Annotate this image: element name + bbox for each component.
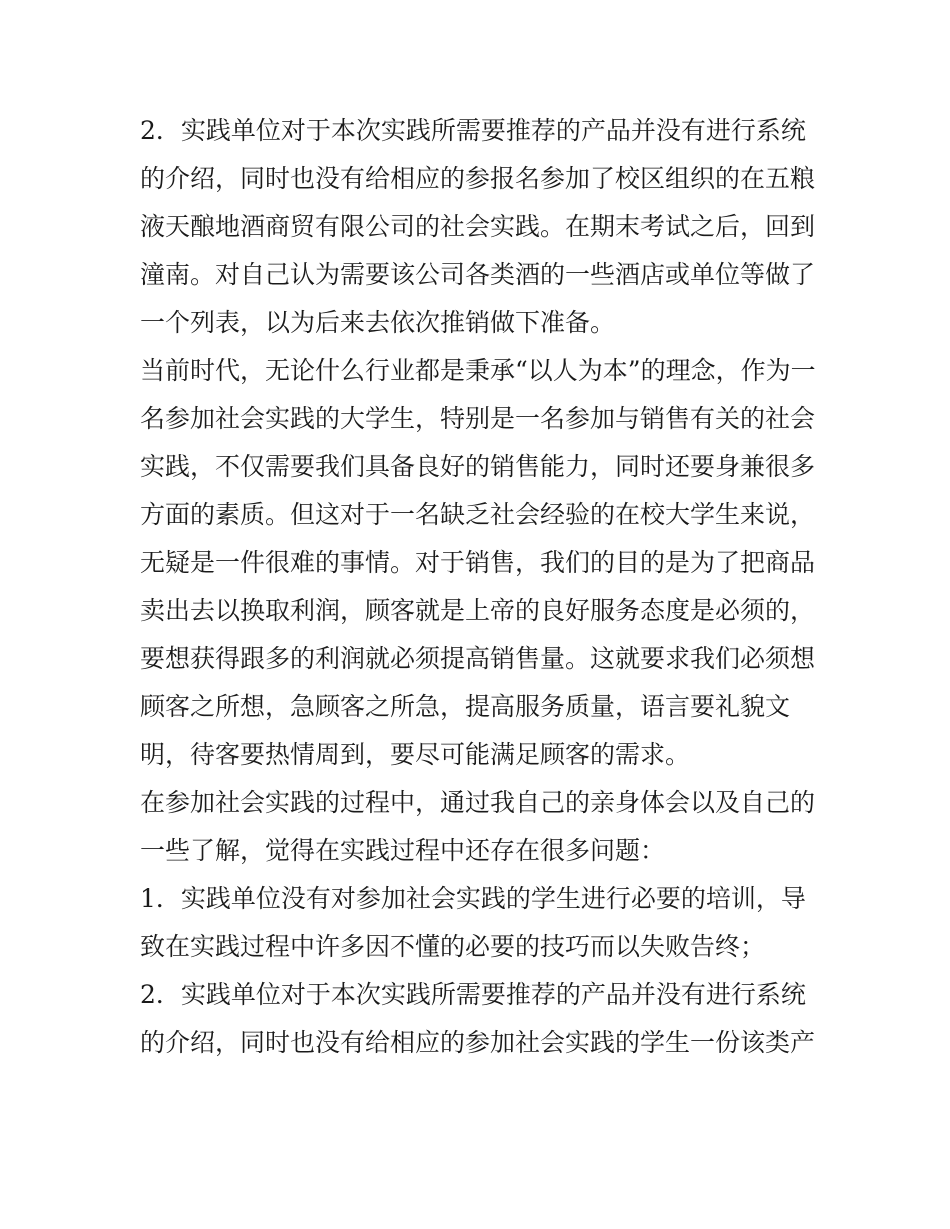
paragraph-3: 在参加社会实践的过程中，通过我自己的亲身体会以及自己的一些了解，觉得在实践过程中还存在很多问题：: [140, 788, 816, 865]
document-body: [140, 107, 820, 1067]
paragraph-2: 当前时代，无论什么行业都是秉承“以人为本”的理念，作为一名参加社会实践的大学生，特别是一名参加与销售有关的社会实践，不仅需要我们具备良好的销售能力，同时还要身兼很多方面的素质。但这对于一名缺乏社会经验的在校大学生来说，无疑是一件很难的事情。对于销售，我们的目的是为了把商品卖出去以换取利润，顾客就是上帝的良好服务态度是必须的，要想获得跟多的利润就必须提高销售量。这就要求我们必须想顾客之所想，急顾客之所急，提高服务质量，语言要礼貌文明，待客要热情周到，要尽可能满足顾客的需求。: [140, 356, 816, 769]
paragraph-5: 2．实践单位对于本次实践所需要推荐的产品并没有进行系统的介绍，同时也没有给相应的参加社会实践的学生一份该类产: [140, 980, 816, 1057]
paragraph-4: 1．实践单位没有对参加社会实践的学生进行必要的培训，导致在实践过程中许多因不懂的必要的技巧而以失败告终；: [140, 884, 806, 961]
paragraph-1: 2．实践单位对于本次实践所需要推荐的产品并没有进行系统的介绍，同时也没有给相应的参报名参加了校区组织的在五粮液天酿地酒商贸有限公司的社会实践。在期末考试之后，回到潼南。对自己认为需要该公司各类酒的一些酒店或单位等做了一个列表，以为后来去依次推销做下准备。: [140, 116, 816, 337]
